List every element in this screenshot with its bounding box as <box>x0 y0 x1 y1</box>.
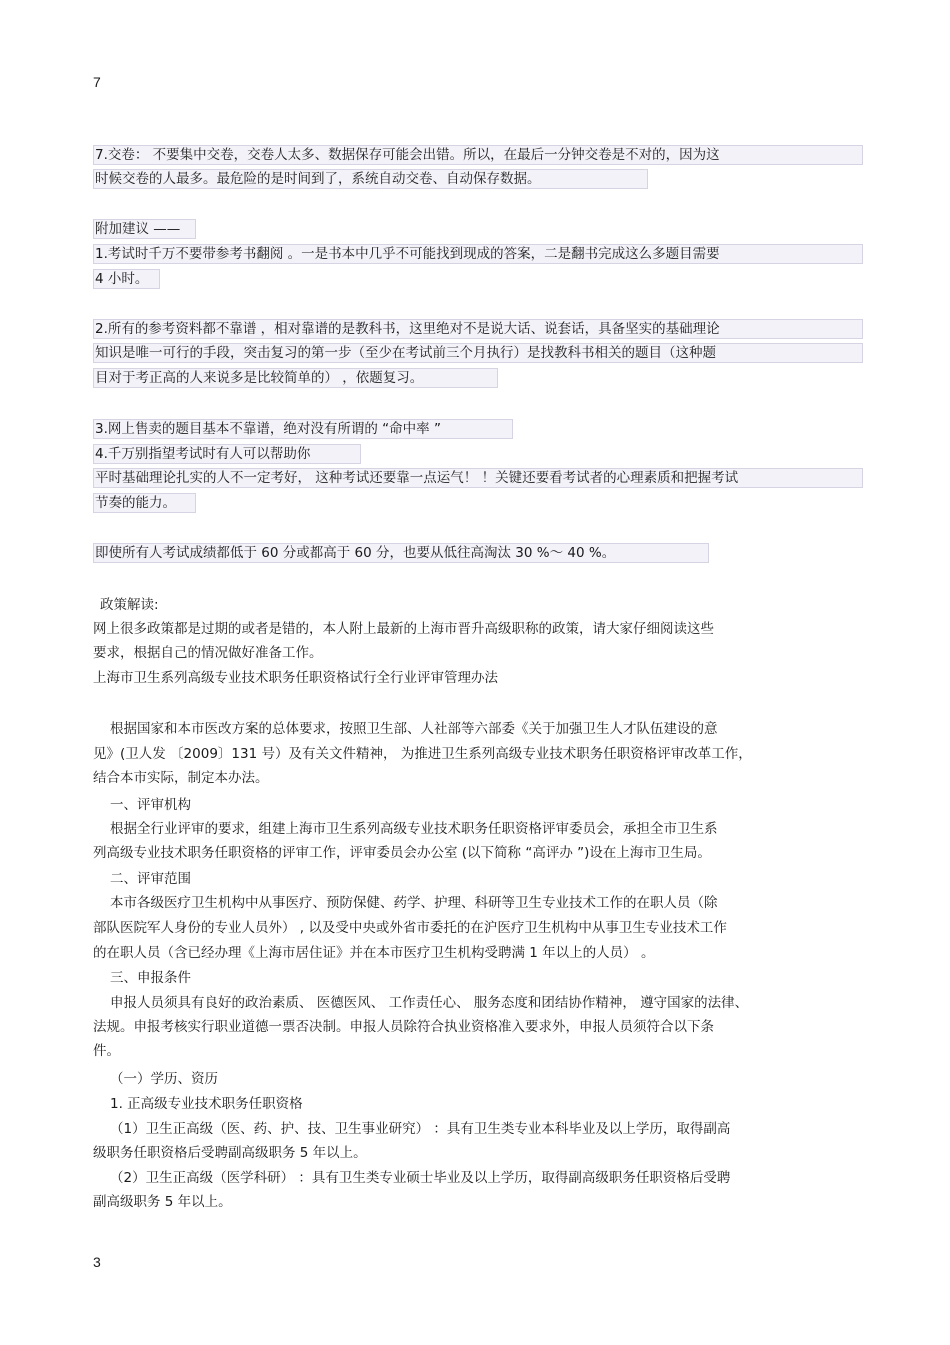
text-line: 时候交卷的人最多。最危险的是时间到了，系统自动交卷、自动保存数据。 <box>93 169 648 189</box>
page-top-number: 7 <box>93 74 101 90</box>
text-line: 级职务任职资格后受聘副高级职务 5 年以上。 <box>93 1145 367 1161</box>
text-line: （2）卫生正高级（医学科研） ：具有卫生类专业硕士毕业及以上学历，取得副高级职务任职资格后受聘 <box>110 1170 731 1186</box>
text-line: 部队医院军人身份的专业人员外） , 以及受中央或外省市委托的在沪医疗卫生机构中从事卫生专业技术工作 <box>93 920 727 936</box>
text-line: 目对于考正高的人来说多是比较简单的） ，依题复习。 <box>93 368 498 388</box>
extra-advice-heading: 附加建议 —— <box>93 219 196 239</box>
text-line: 4 小时。 <box>93 269 160 289</box>
text-line: 2.所有的参考资料都不靠谱 ，相对靠谱的是教科书，这里绝对不是说大话、说套话，具备坚实的基础理论 <box>93 319 863 339</box>
text-line: 的在职人员（含已经办理《上海市居住证》并在本市医疗卫生机构受聘满 1 年以上的人员） 。 <box>93 945 655 961</box>
section-3-title: 三、申报条件 <box>110 970 191 986</box>
policy-heading: 政策解读: <box>100 597 159 613</box>
section-1-title: 一、评审机构 <box>110 797 191 813</box>
text-line: 4.千万别指望考试时有人可以帮助你 <box>93 444 361 464</box>
text-line: 1.考试时千万不要带参考书翻阅 。一是书本中几乎不可能找到现成的答案，二是翻书完成这么多题目需要 <box>93 244 863 264</box>
text-line: 申报人员须具有良好的政治素质、 医德医风、 工作责任心、 服务态度和团结协作精神， 遵守国家的法律、 <box>110 995 749 1011</box>
text-line: 列高级专业技术职务任职资格的评审工作，评审委员会办公室 (以下简称 “高评办 ”)设在上海市卫生局。 <box>93 845 711 861</box>
subsection-1-1-title: 1. 正高级专业技术职务任职资格 <box>110 1096 303 1112</box>
text-line: 件。 <box>93 1043 120 1059</box>
text-line: 根据全行业评审的要求，组建上海市卫生系列高级专业技术职务任职资格评审委员会，承担全市卫生系 <box>110 821 718 837</box>
text-line: 节奏的能力。 <box>93 493 196 513</box>
elimination-note: 即使所有人考试成绩都低于 60 分或都高于 60 分，也要从低往高淘汰 30 %～ 40 %。 <box>93 543 709 563</box>
subsection-1-title: （一）学历、资历 <box>110 1071 218 1087</box>
text-line: 法规。申报考核实行职业道德一票否决制。申报人员除符合执业资格准入要求外，申报人员须符合以下条 <box>93 1019 714 1035</box>
text-line: 副高级职务 5 年以上。 <box>93 1194 232 1210</box>
text-line: 要求，根据自己的情况做好准备工作。 <box>93 645 323 661</box>
section-2-title: 二、评审范围 <box>110 871 191 887</box>
text-line: 根据国家和本市医改方案的总体要求，按照卫生部、人社部等六部委《关于加强卫生人才队伍建设的意 <box>110 721 718 737</box>
page-bottom-number: 3 <box>93 1254 101 1270</box>
tip-item-3: 3.网上售卖的题目基本不靠谱，绝对没有所谓的 “命中率 ” <box>93 419 513 439</box>
text-line: 网上很多政策都是过期的或者是错的，本人附上最新的上海市晋升高级职称的政策，请大家仔细阅读这些 <box>93 621 714 637</box>
text-line: （1）卫生正高级（医、药、护、技、卫生事业研究） ：具有卫生类专业本科毕业及以上学历，取得副高 <box>110 1121 731 1137</box>
text-line: 7.交卷： 不要集中交卷，交卷人太多、数据保存可能会出错。所以，在最后一分钟交卷是不对的，因为这 <box>93 145 863 165</box>
text-line: 见》(卫人发 〔2009〕131 号）及有关文件精神， 为推进卫生系列高级专业技术职务任职资格评审改革工作， <box>93 746 752 762</box>
text-line: 结合本市实际，制定本办法。 <box>93 770 269 786</box>
text-line: 平时基础理论扎实的人不一定考好， 这种考试还要靠一点运气！ ！关键还要看考试者的心理素质和把握考试 <box>93 468 863 488</box>
text-line: 本市各级医疗卫生机构中从事医疗、预防保健、药学、护理、科研等卫生专业技术工作的在职人员（除 <box>110 895 718 911</box>
document-title: 上海市卫生系列高级专业技术职务任职资格试行全行业评审管理办法 <box>93 670 498 686</box>
text-line: 知识是唯一可行的手段，突击复习的第一步（至少在考试前三个月执行）是找教科书相关的题目（这种题 <box>93 343 863 363</box>
